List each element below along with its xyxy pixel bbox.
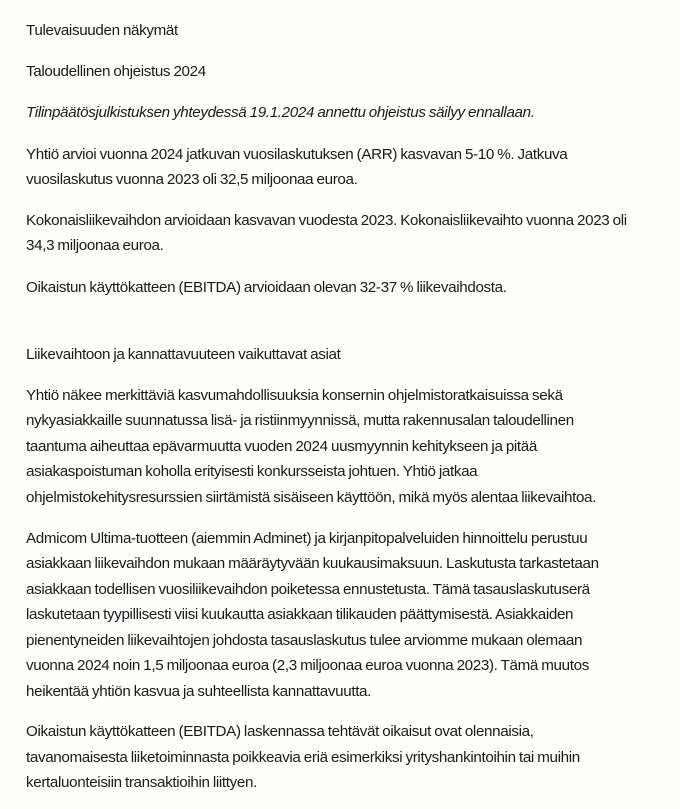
- paragraph-line: vuonna 2024 noin 1,5 miljoonaa euroa (2,3 miljoonaa euroa vuonna 2023). Tämä muutos: [26, 657, 589, 674]
- paragraph-line: Yhtiö näkee merkittäviä kasvumahdollisuuksia konsernin ohjelmistoratkaisuissa sekä: [26, 387, 563, 404]
- paragraph-line: asiakkaan todellisen vuosiliikevaihdon poiketessa ennustetusta. Tämä tasauslaskutuserä: [26, 581, 590, 598]
- factors-heading: Liikevaihtoon ja kannattavuuteen vaikuttavat asiat: [26, 346, 341, 363]
- paragraph-line: ohjelmistokehitysresurssien siirtämistä sisäiseen käyttöön, mikä myös alentaa liikevaihtoa.: [26, 489, 597, 506]
- paragraph-line: asiakkaan liikevaihdon mukaan määräytyvään kuukausimaksuun. Laskutusta tarkastetaan: [26, 555, 599, 572]
- guidance-heading: Taloudellinen ohjeistus 2024: [26, 63, 206, 80]
- paragraph-line: vuosilaskutus vuonna 2023 oli 32,5 miljoonaa euroa.: [26, 171, 358, 188]
- paragraph-line: pienentyneiden liikevaihtojen johdosta tasauslaskutus tulee arviomme mukaan olemaan: [26, 632, 583, 649]
- paragraph-line: taantuma aiheuttaa epävarmuutta vuoden 2024 uusmyynnin kehitykseen ja pitää: [26, 438, 537, 455]
- paragraph-line: Yhtiö arvioi vuonna 2024 jatkuvan vuosilaskutuksen (ARR) kasvavan 5-10 %. Jatkuva: [26, 146, 568, 163]
- paragraph-line: nykyasiakkaille suunnatussa lisä- ja ristiinmyynnissä, mutta rakennusalan taloudellinen: [26, 412, 574, 429]
- paragraph-line: Admicom Ultima-tuotteen (aiemmin Adminet) ja kirjanpitopalveluiden hinnoittelu perustuu: [26, 530, 588, 547]
- paragraph-line: Kokonaisliikevaihdon arvioidaan kasvavan vuodesta 2023. Kokonaisliikevaihto vuonna 2023 oli: [26, 212, 627, 229]
- paragraph-line: asiakaspoistuman koholla erityisesti konkursseista johtuen. Yhtiö jatkaa: [26, 463, 478, 480]
- guidance-note: Tilinpäätösjulkistuksen yhteydessä 19.1.2024 annettu ohjeistus säilyy ennallaan.: [26, 104, 535, 121]
- section-title: Tulevaisuuden näkymät: [26, 22, 178, 39]
- paragraph-line: laskutetaan tyypillisesti viisi kuukautta asiakkaan tilikauden päättymisestä. Asiakkaiden: [26, 606, 574, 623]
- paragraph-line: tavanomaisesta liiketoiminnasta poikkeavia eriä esimerkiksi yrityshankintoihin tai muihin: [26, 749, 580, 766]
- paragraph-line: kertaluonteisiin transaktioihin liittyen.: [26, 774, 257, 791]
- paragraph-line: Oikaistun käyttökatteen (EBITDA) laskennassa tehtävät oikaisut ovat olennaisia,: [26, 723, 534, 740]
- paragraph-line: 34,3 miljoonaa euroa.: [26, 237, 164, 254]
- paragraph-line: Oikaistun käyttökatteen (EBITDA) arvioidaan olevan 32-37 % liikevaihdosta.: [26, 279, 507, 296]
- paragraph-line: heikentää yhtiön kasvua ja suhteellista kannattavuutta.: [26, 683, 372, 700]
